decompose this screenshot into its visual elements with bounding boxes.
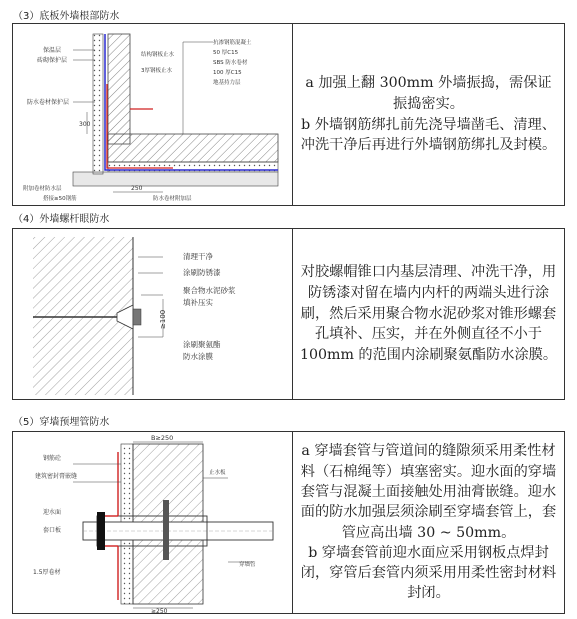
fig4-label-d: 填补压实	[183, 298, 213, 307]
section-4-figure	[13, 229, 293, 399]
fig5-label-i: ≥250	[151, 608, 168, 615]
fig5-label-b: 钢筋砼	[43, 455, 62, 462]
fig3-dim-300: 300	[79, 121, 91, 128]
fig3-label-l1: 保温层	[43, 47, 62, 54]
fig3-label-b2: 搭接≥50钢筋	[43, 196, 77, 202]
fig3-label-r5: 地基持力层	[213, 80, 241, 86]
fig5-label-h: 1.5厚卷材	[33, 569, 61, 576]
section-4-box	[12, 228, 565, 400]
fig5-label-d: 迎水面	[43, 509, 62, 516]
fig3-label-m1: 结构钢板止水	[141, 52, 175, 58]
fig3-label-l3: 防水卷材保护层	[27, 99, 70, 106]
section-5-line-b: b 穿墙套管前迎水面应采用钢板点焊封闭，穿管后套管内须采用用柔性密封材料封闭。	[300, 544, 557, 602]
fig4-label-b: 涂刷防锈漆	[183, 268, 221, 277]
fig3-label-r2: 50 厚C15	[213, 50, 239, 56]
section-3-line-b: b 外墙钢筋绑扎前先浇导墙凿毛、清理、冲洗干净后再进行外墙钢筋绑扎及封模。	[300, 116, 557, 154]
section-4-paragraph: 对胶螺帽锥口内基层清理、冲洗干净，用防锈漆对留在墙内内杆的两端头进行涂刷，然后采用聚合物水泥砂浆对锥形螺套孔填补、压实，并在外侧直径不小于 100mm 的范围内涂刷聚氨酯防水涂膜。	[299, 264, 558, 364]
section-3-line-a: a 加强上翻 300mm 外墙振捣，需保证振捣密实。	[305, 74, 552, 112]
section-5-figure	[13, 432, 293, 613]
fig3-label-m2: 3厚钢板止水	[141, 68, 172, 74]
section-5-line-a: a 穿墙套管与管道间的缝隙须采用柔性材料（石棉绳等）填塞密实。迎水面的穿墙套管与混凝土面接触处用油膏嵌缝。迎水面的防水加强层须涂刷至穿墙套管上，套管应高出墙 30 ~ 50mm。	[300, 443, 557, 541]
fig5-label-a: B≥250	[151, 434, 174, 442]
fig3-label-b3: 防水卷材附加层	[153, 196, 192, 202]
fig5-label-e: 套口板	[43, 527, 62, 534]
section-4-title: （4）外墙螺杆眼防水	[13, 214, 110, 225]
fig3-label-b1: 附加卷材防水层	[23, 186, 62, 192]
section-5-text	[293, 432, 564, 613]
fig3-label-r1: 抗渗钢筋混凝土	[213, 40, 252, 46]
fig5-label-f: 止水板	[209, 470, 226, 476]
section-4-text	[293, 229, 564, 399]
fig5-label-c: 建筑密封膏嵌缝	[35, 473, 78, 480]
fig4-label-f: 防水涂膜	[183, 352, 213, 361]
fig4-label-a: 清理干净	[183, 252, 213, 261]
section-3-figure	[13, 24, 293, 205]
section-5-box	[12, 431, 565, 614]
section-5-title: （5）穿墙预埋管防水	[13, 417, 110, 428]
fig3-label-r3: SBS 防水卷材	[213, 60, 248, 66]
fig5-label-g: 穿墙管	[239, 562, 256, 568]
fig4-dim: ≥100	[159, 309, 167, 329]
fig4-label-e: 涂刷聚氨酯	[183, 340, 221, 349]
section-3-box	[12, 23, 565, 206]
fig3-label-r4: 100 厚C15	[213, 70, 242, 76]
section-3-text	[293, 24, 564, 205]
fig3-dim-250: 250	[131, 185, 143, 192]
fig3-label-l2: 砖砌保护层	[37, 57, 68, 64]
fig4-label-c: 聚合物水泥砂浆	[183, 286, 236, 295]
section-3-title: （3）底板外墙根部防水	[13, 11, 120, 22]
